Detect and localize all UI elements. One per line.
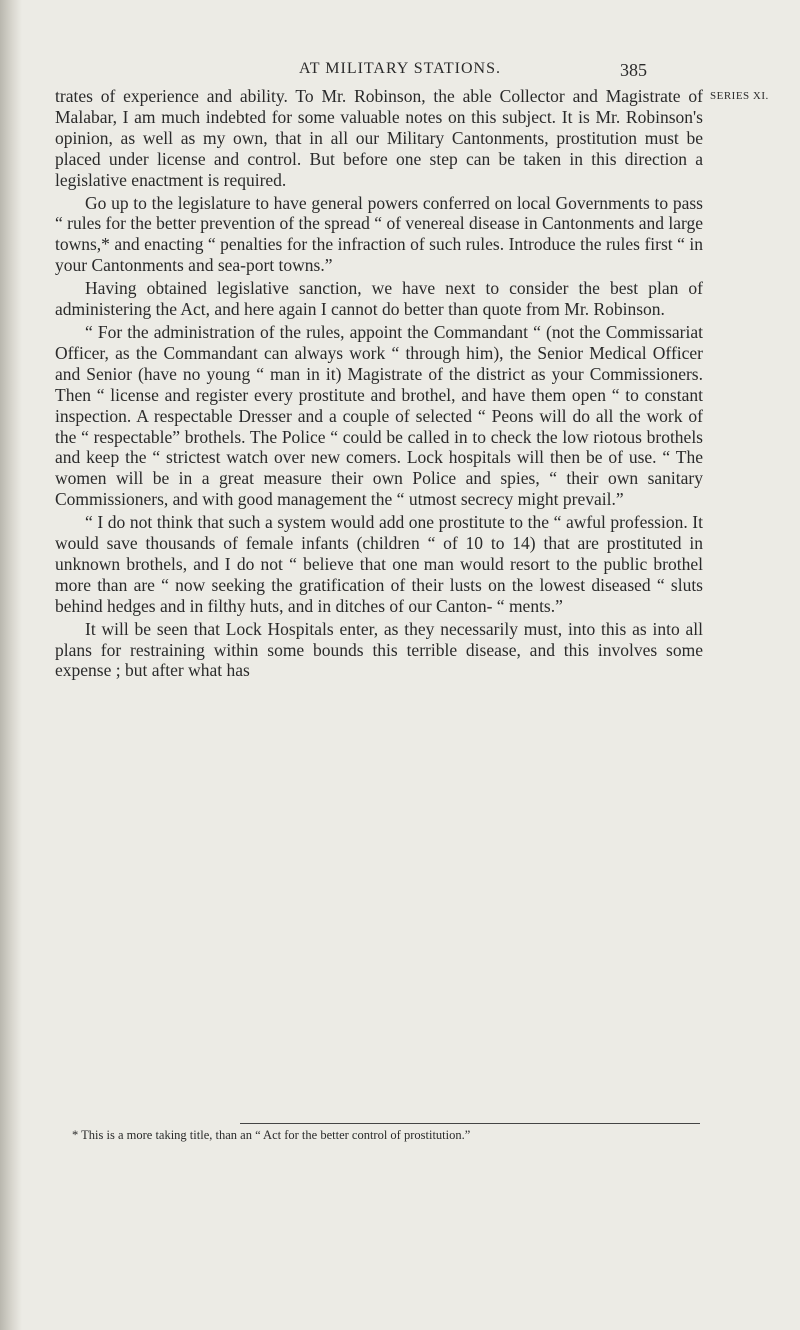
footnote-rule [240, 1123, 700, 1124]
page-number: 385 [620, 60, 647, 80]
paragraph: It will be seen that Lock Hospitals enter, as they necessarily must, into this as into all plans for restraining within some bounds this terrible disease, and this involves some expense ; but after what has [55, 618, 703, 681]
footnote: * This is a more taking title, than an “ Act for the better control of prostitution.” [72, 1128, 471, 1142]
paragraph: Go up to the legislature to have general powers conferred on local Governments to pass “ rules for the better prevention of the spread “ of venereal disease in Cantonments and large towns,* and enacting “ penalties for the infraction of such rules. Introduce the rules first “ in your Cantonments and sea-port towns.” [55, 192, 703, 276]
paragraph: Having obtained legislative sanction, we have next to consider the best plan of administering the Act, and here again I cannot do better than quote from Mr. Robinson. [55, 278, 703, 320]
paragraph: “ I do not think that such a system would add one prostitute to the “ awful profession. It would save thousands of female infants (children “ of 10 to 14) that are prostituted in unknown brothels, and I do not “ believe that one man would resort to the public brothel more than are “ now seeking the gratification of their lusts on the lowest diseased “ sluts behind hedges and in filthy huts, and in ditches of our Canton- “ ments.” [55, 512, 703, 616]
body-text [55, 86, 703, 681]
paragraph: trates of experience and ability. To Mr. Robinson, the able Collector and Magistrate of Malabar, I am much indebted for some valuable notes on this subject. It is Mr. Robinson's opinion, as well as my own, that in all our Military Cantonments, prostitution must be placed under license and control. But before one step can be taken in this direction a legislative enactment is required. [55, 86, 703, 190]
page-spine-shadow [0, 0, 22, 1330]
paragraph: “ For the administration of the rules, appoint the Commandant “ (not the Commissariat Officer, as the Commandant can always work “ through him), the Senior Medical Officer and Senior (have no young “ man in it) Magistrate of the district as your Commissioners. Then “ license and register every prostitute and brothel, and have them open “ to constant inspection. A respectable Dresser and a couple of selected “ Peons will do all the work of the “ respectable” brothels. The Police “ could be called in to check the low riotous brothels and keep the “ strictest watch over new comers. Lock hospitals will then be of use. “ The women will be in a great measure their own Police and spies, “ their own sanitary Commissioners, and with good management the “ utmost secrecy might prevail.” [55, 321, 703, 510]
running-head: AT MILITARY STATIONS. [299, 60, 501, 77]
page-header [0, 60, 800, 84]
series-label: SERIES XI. [710, 90, 769, 102]
